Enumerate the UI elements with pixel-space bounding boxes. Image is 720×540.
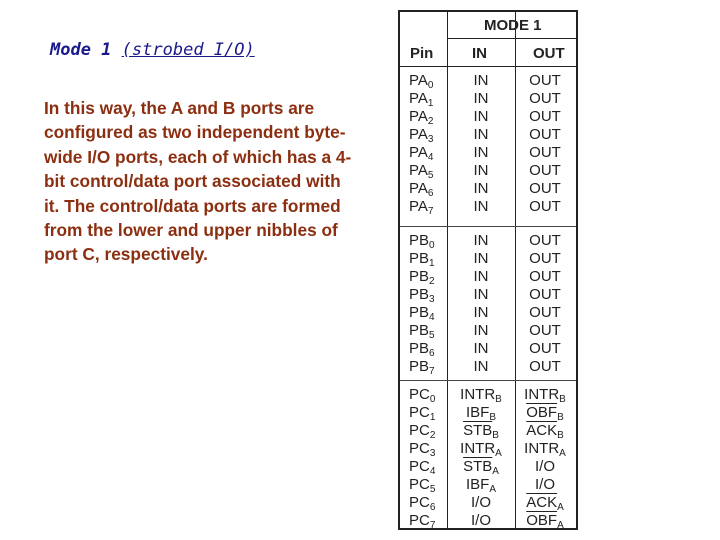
out-cell: $\overline{OBF}_A$ (526, 512, 564, 531)
in-cell: IN (473, 72, 489, 89)
pin-cell: $PA_1$ (409, 90, 434, 109)
out-cell: OUT (529, 268, 561, 285)
body-paragraph: In this way, the A and B ports are configured as two independent byte-wide I/O ports, each of which has a 4-bit control/data port associated with it. The control/data ports are formed from the lower and upper nibbles of port C, respectively. (44, 98, 352, 265)
out-cell: I/O (534, 476, 556, 493)
pin-cell: $PB_3$ (409, 286, 435, 305)
title-subtitle: (strobed I/O) (121, 40, 255, 60)
out-cell: OUT (529, 304, 561, 321)
header-mode: MODE 1 (484, 17, 542, 34)
header-out: OUT (533, 45, 565, 62)
in-cell: IN (473, 358, 489, 375)
in-cell: IN (473, 250, 489, 267)
out-cell: OUT (529, 250, 561, 267)
pin-cell: $PA_5$ (409, 162, 434, 181)
pin-cell: $PC_2$ (409, 422, 436, 441)
in-cell: IN (473, 304, 489, 321)
in-cell: IN (473, 126, 489, 143)
out-cell: OUT (529, 198, 561, 215)
out-cell: OUT (529, 126, 561, 143)
pin-cell: $PB_1$ (409, 250, 435, 269)
out-cell: OUT (529, 108, 561, 125)
in-cell: IN (473, 198, 489, 215)
out-cell: OUT (529, 322, 561, 339)
pin-cell: $PB_4$ (409, 304, 435, 323)
group-divider (400, 380, 576, 381)
pin-cell: $PA_2$ (409, 108, 434, 127)
column-divider (447, 12, 448, 528)
pin-cell: $PC_0$ (409, 386, 436, 405)
out-cell: OUT (529, 90, 561, 107)
out-cell: OUT (529, 232, 561, 249)
in-cell: IN (473, 108, 489, 125)
in-cell: IN (473, 286, 489, 303)
pin-cell: $PC_3$ (409, 440, 436, 459)
pin-cell: $PB_7$ (409, 358, 435, 377)
pin-cell: $PA_4$ (409, 144, 434, 163)
out-cell: $INTR_A$ (524, 440, 566, 459)
pin-cell: $PC_5$ (409, 476, 436, 495)
in-cell: $INTR_A$ (460, 440, 502, 459)
out-cell: $\overline{ACK}_B$ (526, 422, 564, 441)
in-cell: IN (473, 90, 489, 107)
pin-cell: $PC_4$ (409, 458, 436, 477)
header-divider (447, 38, 576, 39)
header-pin: Pin (410, 45, 434, 62)
pin-cell: $PB_5$ (409, 322, 435, 341)
in-cell: IN (473, 322, 489, 339)
in-cell: I/O (470, 494, 492, 511)
out-cell: OUT (529, 180, 561, 197)
pin-cell: $PA_7$ (409, 198, 434, 217)
mode1-pin-table (398, 10, 578, 530)
out-cell: $\overline{OBF}_B$ (526, 404, 564, 423)
out-cell: OUT (529, 162, 561, 179)
in-cell: $INTR_B$ (460, 386, 502, 405)
in-cell: IN (473, 144, 489, 161)
in-cell: $\overline{STB}_A$ (463, 458, 499, 477)
out-cell: $INTR_B$ (524, 386, 566, 405)
in-cell: IN (473, 340, 489, 357)
group-divider (400, 226, 576, 227)
in-cell: $\overline{STB}_B$ (463, 422, 499, 441)
pin-cell: $PC_1$ (409, 404, 436, 423)
pin-cell: $PB_0$ (409, 232, 435, 251)
header-in: IN (472, 45, 487, 62)
out-cell: OUT (529, 358, 561, 375)
header-divider (400, 66, 576, 67)
in-cell: IN (473, 232, 489, 249)
pin-cell: $PC_6$ (409, 494, 436, 513)
in-cell: $IBF_A$ (465, 476, 497, 495)
in-cell: I/O (470, 512, 492, 529)
pin-cell: $PB_6$ (409, 340, 435, 359)
out-cell: OUT (529, 286, 561, 303)
pin-cell: $PA_6$ (409, 180, 434, 199)
out-cell: OUT (529, 340, 561, 357)
out-cell: I/O (534, 458, 556, 475)
pin-cell: $PB_2$ (409, 268, 435, 287)
pin-cell: $PC_7$ (409, 512, 436, 531)
out-cell: $\overline{ACK}_A$ (526, 494, 564, 513)
column-divider (515, 12, 516, 528)
in-cell: IN (473, 162, 489, 179)
in-cell: IN (473, 180, 489, 197)
pin-cell: $PA_0$ (409, 72, 434, 91)
out-cell: OUT (529, 144, 561, 161)
out-cell: OUT (529, 72, 561, 89)
title-mode: Mode 1 (50, 40, 112, 60)
in-cell: $IBF_B$ (465, 404, 497, 423)
slide-title (50, 40, 255, 60)
pin-cell: $PA_3$ (409, 126, 434, 145)
in-cell: IN (473, 268, 489, 285)
